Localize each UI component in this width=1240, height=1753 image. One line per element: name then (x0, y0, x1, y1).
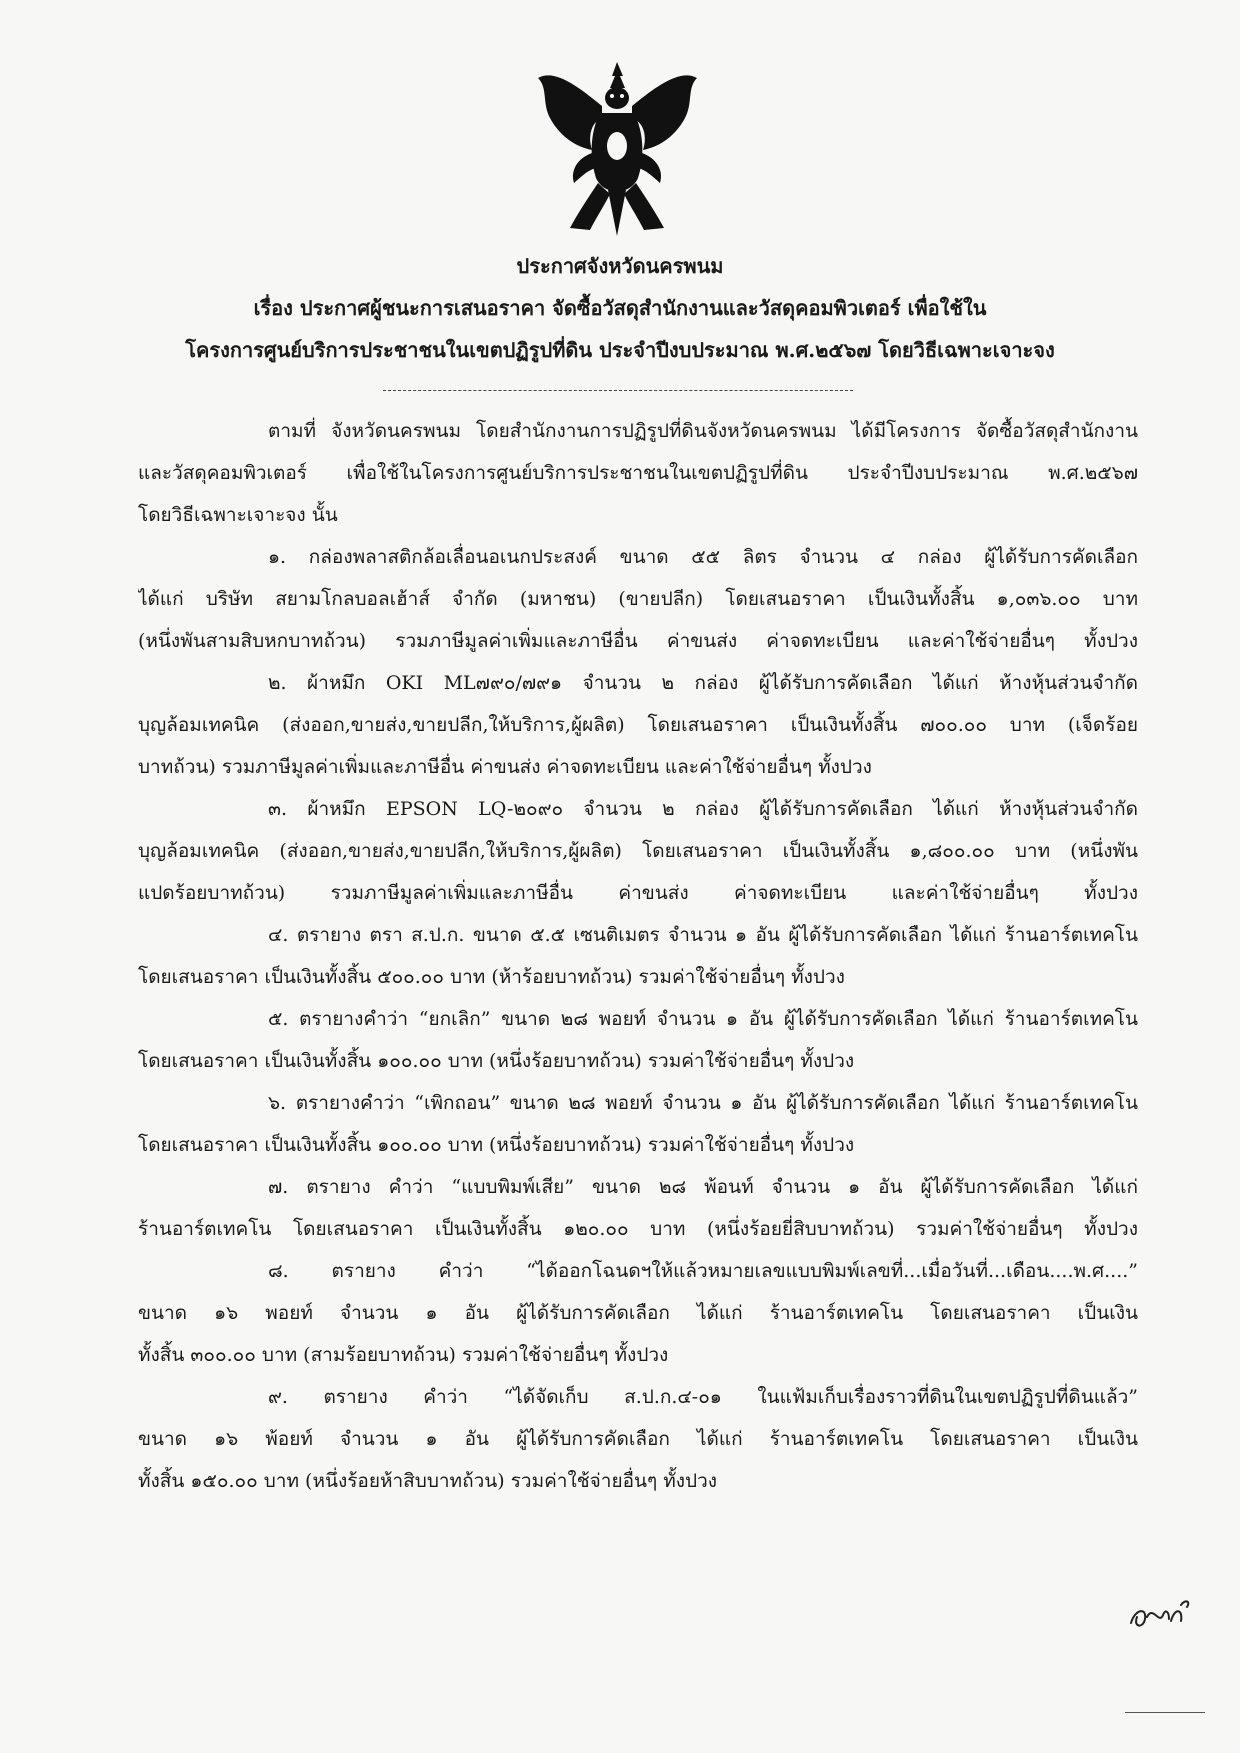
body-line: ๙. ตรายาง คำว่า “ได้จัดเก็บ ส.ป.ก.๔-๐๑ ในแฟ้มเก็บเรื่องราวที่ดินในเขตปฏิรูปที่ดินแล้ว” (268, 1386, 1138, 1408)
agency-title: ประกาศจังหวัดนครพนม (516, 254, 724, 278)
garuda-emblem (530, 58, 705, 238)
footer-rule (1125, 1712, 1205, 1713)
body-line: ๕. ตรายางคำว่า “ยกเลิก” ขนาด ๒๘ พอยท์ จำนวน ๑ อัน ผู้ได้รับการคัดเลือก ได้แก่ ร้านอาร์ตเทคโน (268, 1008, 1138, 1030)
body-line: ขนาด ๑๖ พ้อยท์ จำนวน ๑ อัน ผู้ได้รับการคัดเลือก ได้แก่ ร้านอาร์ตเทคโน โดยเสนอราคา เป็นเงิน (138, 1428, 1138, 1450)
body-line: ๗. ตรายาง คำว่า “แบบพิมพ์เสีย” ขนาด ๒๘ พ้อนท์ จำนวน ๑ อัน ผู้ได้รับการคัดเลือก ได้แก่ (268, 1176, 1138, 1198)
body-line: ร้านอาร์ตเทคโน โดยเสนอราคา เป็นเงินทั้งสิ้น ๑๒๐.๐๐ บาท (หนึ่งร้อยยี่สิบบาทถ้วน) รวมค่าใช้จ่ายอื่นๆ ทั้งปวง (138, 1218, 1138, 1240)
body-line: ทั้งสิ้น ๓๐๐.๐๐ บาท (สามร้อยบาทถ้วน) รวมค่าใช้จ่ายอื่นๆ ทั้งปวง (138, 1344, 669, 1366)
dashed-divider (383, 390, 853, 391)
body-line: โดยวิธีเฉพาะเจาะจง นั้น (138, 504, 338, 526)
document-heading (100, 245, 1140, 371)
announcement-body (138, 410, 1138, 1502)
body-line: ๒. ผ้าหมึก OKI ML๗๙๐/๗๙๑ จำนวน ๒ กล่อง ผู้ได้รับการคัดเลือก ได้แก่ ห้างหุ้นส่วนจำกัด (268, 672, 1138, 694)
body-line: บาทถ้วน) รวมภาษีมูลค่าเพิ่มและภาษีอื่น ค่าขนส่ง ค่าจดทะเบียน และค่าใช้จ่ายอื่นๆ ทั้งปวง (138, 756, 872, 778)
body-line: ทั้งสิ้น ๑๕๐.๐๐ บาท (หนึ่งร้อยห้าสิบบาทถ้วน) รวมค่าใช้จ่ายอื่นๆ ทั้งปวง (138, 1470, 718, 1492)
body-line: ๑. กล่องพลาสติกล้อเลื่อนอเนกประสงค์ ขนาด ๕๕ ลิตร จำนวน ๔ กล่อง ผู้ได้รับการคัดเลือก (268, 546, 1138, 568)
body-line: แปดร้อยบาทถ้วน) รวมภาษีมูลค่าเพิ่มและภาษีอื่น ค่าขนส่ง ค่าจดทะเบียน และค่าใช้จ่ายอื่นๆ ทั้งปวง (138, 882, 1138, 904)
body-line: ขนาด ๑๖ พอยท์ จำนวน ๑ อัน ผู้ได้รับการคัดเลือก ได้แก่ ร้านอาร์ตเทคโน โดยเสนอราคา เป็นเงิน (138, 1302, 1138, 1324)
body-line: โดยเสนอราคา เป็นเงินทั้งสิ้น ๕๐๐.๐๐ บาท (ห้าร้อยบาทถ้วน) รวมค่าใช้จ่ายอื่นๆ ทั้งปวง (138, 966, 845, 988)
handwritten-signature (1125, 1595, 1195, 1635)
body-line: บุญล้อมเทคนิค (ส่งออก,ขายส่ง,ขายปลีก,ให้บริการ,ผู้ผลิต) โดยเสนอราคา เป็นเงินทั้งสิ้น ๗๐๐.๐๐ บาท (เจ็ดร้อย (138, 714, 1138, 736)
body-line: ๘. ตรายาง คำว่า “ได้ออกโฉนดฯให้แล้วหมายเลขแบบพิมพ์เลขที่...เมื่อวันที่...เดือน....พ.ศ....” (268, 1260, 1138, 1282)
body-line: ตามที่ จังหวัดนครพนม โดยสำนักงานการปฏิรูปที่ดินจังหวัดนครพนม ได้มีโครงการ จัดซื้อวัสดุสำนักงาน (268, 420, 1138, 442)
body-line: ได้แก่ บริษัท สยามโกลบอลเฮ้าส์ จำกัด (มหาชน) (ขายปลีก) โดยเสนอราคา เป็นเงินทั้งสิ้น ๑,๐๓๖.๐๐ บาท (138, 588, 1138, 610)
body-line: (หนึ่งพันสามสิบหกบาทถ้วน) รวมภาษีมูลค่าเพิ่มและภาษีอื่น ค่าขนส่ง ค่าจดทะเบียน และค่าใช้จ่ายอื่นๆ ทั้งปวง (138, 630, 1138, 652)
body-line: ๓. ผ้าหมึก EPSON LQ-๒๐๙๐ จำนวน ๒ กล่อง ผู้ได้รับการคัดเลือก ได้แก่ ห้างหุ้นส่วนจำกัด (268, 798, 1138, 820)
subject-line-1: เรื่อง ประกาศผู้ชนะการเสนอราคา จัดซื้อวัสดุสำนักงานและวัสดุคอมพิวเตอร์ เพื่อใช้ใน (253, 296, 987, 320)
subject-line-2: โครงการศูนย์บริการประชาชนในเขตปฏิรูปที่ดิน ประจำปีงบประมาณ พ.ศ.๒๕๖๗ โดยวิธีเฉพาะเจาะจง (185, 338, 1055, 362)
body-line: ๖. ตรายางคำว่า “เพิกถอน” ขนาด ๒๘ พอยท์ จำนวน ๑ อัน ผู้ได้รับการคัดเลือก ได้แก่ ร้านอาร์ตเทคโน (268, 1092, 1138, 1114)
body-line: โดยเสนอราคา เป็นเงินทั้งสิ้น ๑๐๐.๐๐ บาท (หนึ่งร้อยบาทถ้วน) รวมค่าใช้จ่ายอื่นๆ ทั้งปวง (138, 1050, 855, 1072)
body-line: บุญล้อมเทคนิค (ส่งออก,ขายส่ง,ขายปลีก,ให้บริการ,ผู้ผลิต) โดยเสนอราคา เป็นเงินทั้งสิ้น ๑,๘๐๐.๐๐ บาท (หนึ่งพัน (138, 840, 1138, 862)
body-line: และวัสดุคอมพิวเตอร์ เพื่อใช้ในโครงการศูนย์บริการประชาชนในเขตปฏิรูปที่ดิน ประจำปีงบประมาณ พ.ศ.๒๕๖๗ (138, 462, 1138, 484)
body-line: โดยเสนอราคา เป็นเงินทั้งสิ้น ๑๐๐.๐๐ บาท (หนึ่งร้อยบาทถ้วน) รวมค่าใช้จ่ายอื่นๆ ทั้งปวง (138, 1134, 855, 1156)
body-line: ๔. ตรายาง ตรา ส.ป.ก. ขนาด ๕.๕ เซนติเมตร จำนวน ๑ อัน ผู้ได้รับการคัดเลือก ได้แก่ ร้านอาร์ตเทคโน (268, 924, 1138, 946)
